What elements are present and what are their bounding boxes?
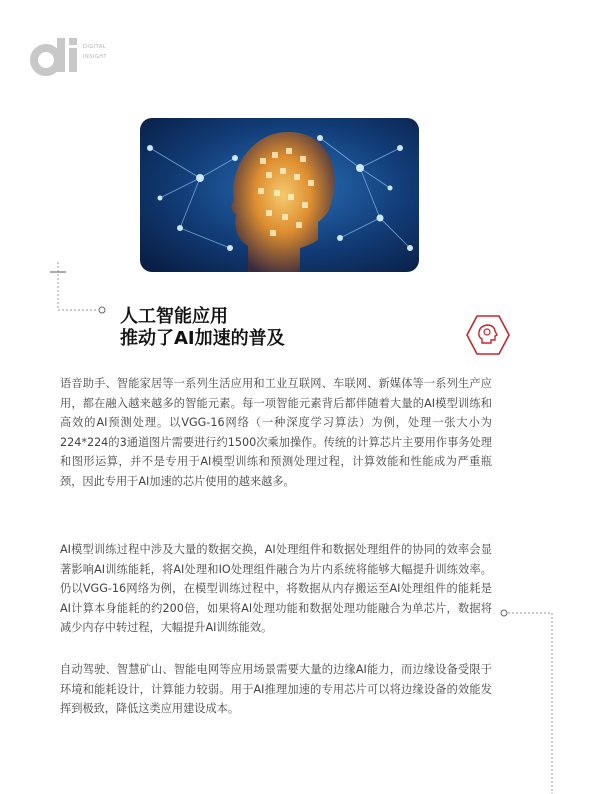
ai-head-hexagon-icon <box>466 313 510 357</box>
logo-text-line1: DIGITAL <box>83 44 107 50</box>
right-guide-line <box>500 608 560 794</box>
ai-head-network-image <box>140 118 419 272</box>
paragraph-3: 自动驾驶、智慧矿山、智能电网等应用场景需要大量的边缘AI能力，而边缘设备受限于环境和能耗设计，计算能力较弱。用于AI推理加速的专用芯片可以将边缘设备的效能发挥到极致，降低这类应用建设成本。 <box>60 663 492 715</box>
left-guide-line <box>46 262 116 322</box>
section-heading <box>120 306 285 350</box>
logo-text-line2: INSIGHT <box>83 54 108 60</box>
paragraph-2: AI模型训练过程中涉及大量的数据交换，AI处理组件和数据处理组件的协同的效率会显著影响AI训练能耗，将AI处理和IO处理组件融合为片内系统将能够大幅提升训练效率。仍以VGG-16网络为例，在模型训练过程中，将数据从内存搬运至AI处理组件的能耗是AI计算本身能耗的约200倍，如果将AI处理功能和数据处理功能融合为单芯片，数据将减少内存中转过程，大幅提升AI训练能效。 <box>60 543 492 634</box>
paragraph-1: 语音助手、智能家居等一系列生活应用和工业互联网、车联网、新媒体等一系列生产应用，都在融入越来越多的智能元素。每一项智能元素背后都伴随着大量的AI模型训练和高效的AI预测处理。以VGG-16网络（一种深度学习算法）为例，处理一张大小为224*224的3通道图片需要进行约1500次乘加操作。传统的计算芯片主要用作事务处理和图形运算，并不是专用于AI模型训练和预测处理过程，计算效能和性能成为严重瓶颈，因此专用于AI加速的芯片使用的越来越多。 <box>60 377 492 488</box>
heading-line2: 推动了AI加速的普及 <box>120 328 285 349</box>
heading-line1: 人工智能应用 <box>120 306 228 327</box>
